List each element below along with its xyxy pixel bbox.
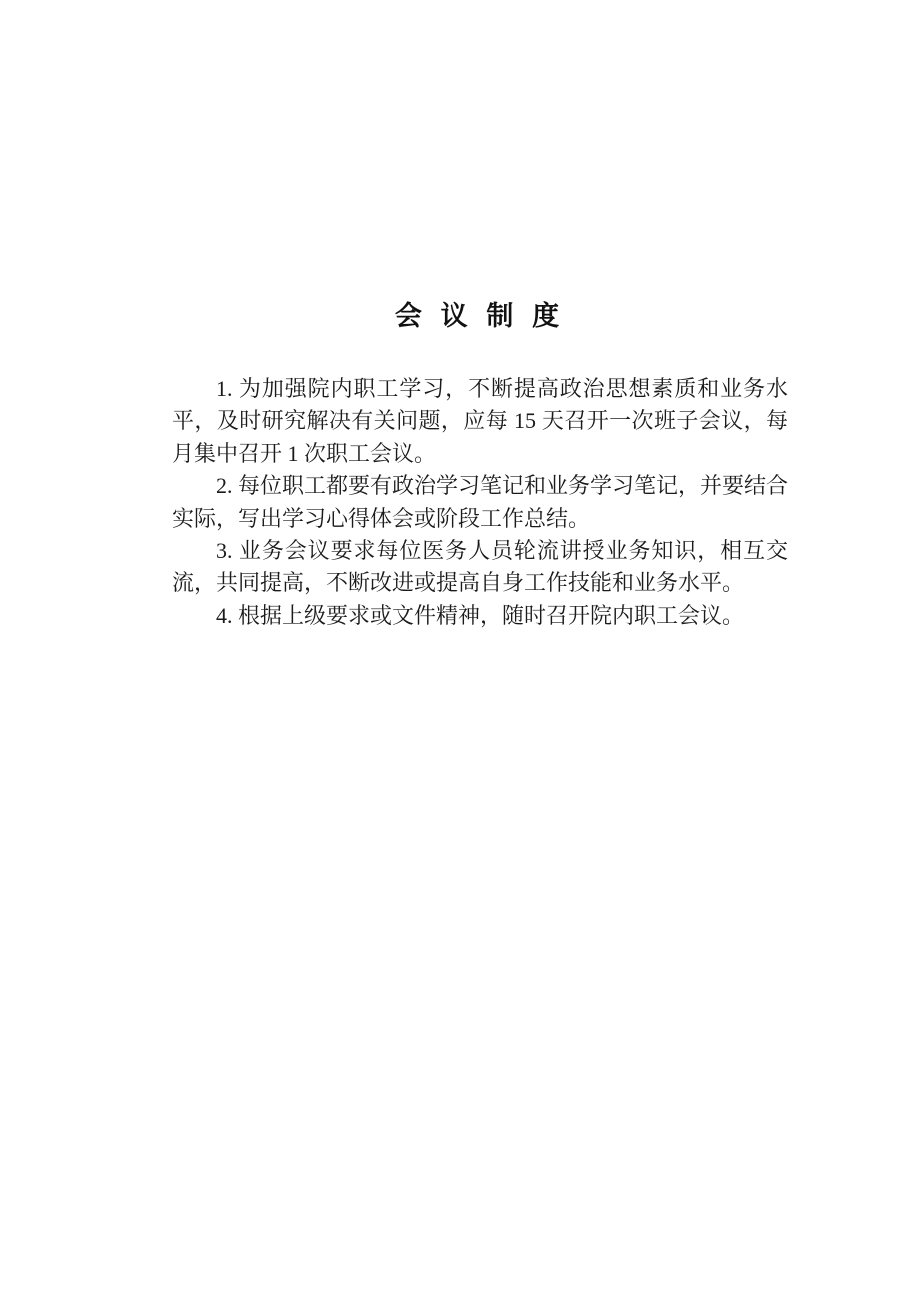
paragraph-rule-4: 4. 根据上级要求或文件精神，随时召开院内职工会议。: [216, 602, 745, 628]
paragraph-rule-1: 1. 为加强院内职工学习，不断提高政治思想素质和业务水平，及时研究解决有关问题，应每 15 天召开一次班子会议，每月集中召开 1 次职工会议。: [172, 376, 788, 466]
paragraph-rule-2: 2. 每位职工都要有政治学习笔记和业务学习笔记，并要结合实际，写出学习心得体会或阶段工作总结。: [172, 473, 789, 531]
document-title: 会 议 制 度: [394, 301, 566, 331]
document-content: [172, 294, 788, 632]
paragraph-rule-3: 3. 业务会议要求每位医务人员轮流讲授业务知识，相互交流，共同提高，不断改进或提高自身工作技能和业务水平。: [172, 538, 788, 596]
